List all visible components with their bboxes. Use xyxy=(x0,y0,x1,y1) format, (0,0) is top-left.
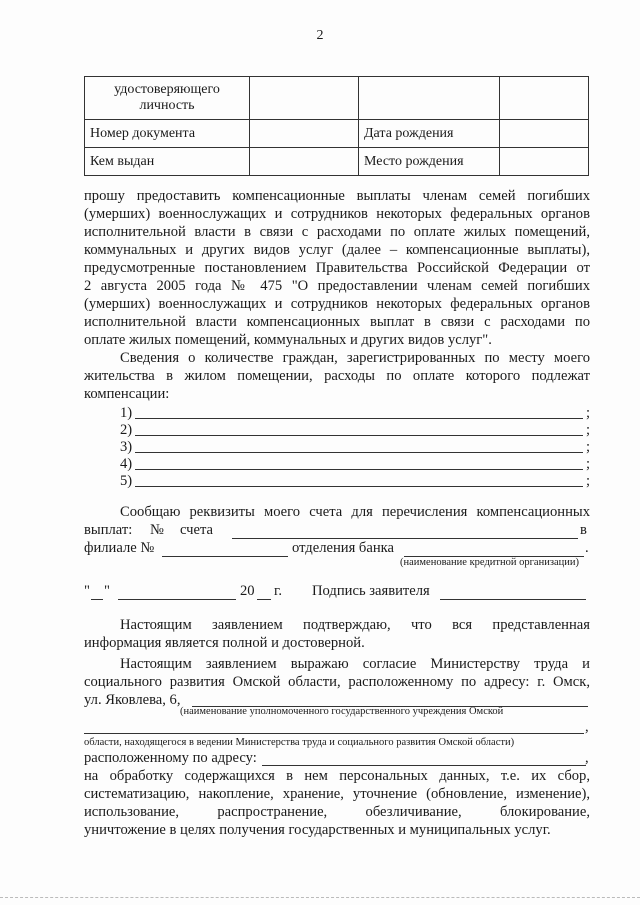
account-no: № xyxy=(150,522,164,538)
comma: , xyxy=(585,750,589,766)
confirm-line: Настоящим заявлением подтверждаю, что вся представленная xyxy=(120,617,590,633)
institution-note-2: области, находящегося в ведении Министерства труда и социального развития Омской области) xyxy=(84,737,515,748)
institution-note: (наименование уполномоченного государственного учреждения Омской xyxy=(180,706,504,717)
day-field[interactable] xyxy=(91,599,103,600)
account-scheta: счета xyxy=(180,522,214,538)
date-quote-open: " xyxy=(84,583,90,599)
row-end: ; xyxy=(585,456,590,472)
row-number: 1) xyxy=(120,405,133,421)
request-line: (умерших) военнослужащих и сотрудников некоторых федеральных органов xyxy=(84,206,590,222)
request-line: оплате жилых помещений, коммунальных и других видов услуг". xyxy=(84,332,492,348)
row-number: 3) xyxy=(120,439,133,455)
request-line: 2 августа 2005 года № 475 "О предоставлении членам семей погибших xyxy=(84,278,590,294)
request-line: исполнительной власти в связи с расходами по оплате жилых помещений, xyxy=(84,224,590,240)
comma: , xyxy=(585,719,589,735)
issued-by-cell xyxy=(250,148,359,176)
birth-place-label: Место рождения xyxy=(359,148,500,176)
id-document-cell xyxy=(250,77,359,120)
resident-row-2[interactable] xyxy=(120,421,590,439)
consent-line: социального развития Омской области, расположенному по адресу: г. Омск, xyxy=(84,674,590,690)
doc-number-label: Номер документа xyxy=(85,120,250,148)
request-line: (умерших) военнослужащих и сотрудников некоторых федеральных органов xyxy=(84,296,590,312)
residents-line: Сведения о количестве граждан, зарегистрированных по месту моего xyxy=(120,350,590,366)
filiale-label: филиале № xyxy=(84,540,155,556)
row-end: ; xyxy=(585,405,590,421)
request-line: прошу предоставить компенсационные выплаты членам семей погибших xyxy=(84,188,590,204)
empty-cell xyxy=(359,77,500,120)
birth-date-cell xyxy=(500,120,589,148)
empty-cell xyxy=(500,77,589,120)
consent-line: ул. Яковлева, 6, xyxy=(84,692,181,708)
account-line: Сообщаю реквизиты моего счета для перечисления компенсационных xyxy=(120,504,590,520)
consent-line: уничтожение в целях получения государственных и муниципальных услуг. xyxy=(84,822,551,838)
row-number: 4) xyxy=(120,456,133,472)
signature-label: Подпись заявителя xyxy=(312,583,430,599)
residents-line: компенсации: xyxy=(84,386,170,402)
residents-line: жительства в жилом помещении, расходы по оплате которого подлежат xyxy=(84,368,590,384)
row-end: ; xyxy=(585,422,590,438)
signature-field[interactable] xyxy=(440,599,586,600)
request-line: коммунальных и других видов услуг (далее – компенсационные выплаты), xyxy=(84,242,590,258)
resident-row-4[interactable] xyxy=(120,455,590,473)
row-end: ; xyxy=(585,473,590,489)
account-vyplat: выплат: xyxy=(84,522,133,538)
request-line: предусмотренные постановлением Правительства Российской Федерации от xyxy=(84,260,590,276)
row-number: 2) xyxy=(120,422,133,438)
identity-table xyxy=(84,76,589,176)
consent-line: использование, распространение, обезличивание, блокирование, xyxy=(84,804,590,820)
request-line: исполнительной власти компенсационных выплат в связи с расходами по xyxy=(84,314,590,330)
date-quote-close: " xyxy=(104,583,110,599)
year-prefix: 20 xyxy=(240,583,255,599)
resident-row-5[interactable] xyxy=(120,472,590,490)
page-number: 2 xyxy=(316,28,324,43)
consent-line: Настоящим заявлением выражаю согласие Министерству труда и xyxy=(120,656,590,672)
doc-number-cell xyxy=(250,120,359,148)
institution-field-2[interactable] xyxy=(84,733,584,734)
consent-line: на обработку содержащихся в нем персональных данных, т.е. их сбор, xyxy=(84,768,590,784)
row-number: 5) xyxy=(120,473,133,489)
issued-by-label: Кем выдан xyxy=(85,148,250,176)
resident-row-1[interactable] xyxy=(120,404,590,422)
row-end: ; xyxy=(585,439,590,455)
bank-dot: . xyxy=(585,540,589,556)
filiale-field[interactable] xyxy=(162,556,288,557)
birth-date-label: Дата рождения xyxy=(359,120,500,148)
page-bottom-divider xyxy=(0,897,640,898)
month-field[interactable] xyxy=(118,599,236,600)
bank-branch-label: отделения банка xyxy=(292,540,394,556)
bank-note: (наименование кредитной организации) xyxy=(400,557,579,568)
id-document-label: удостоверяющего личность xyxy=(85,77,250,120)
account-number-field[interactable] xyxy=(232,538,578,539)
year-suffix: г. xyxy=(274,583,282,599)
address-field[interactable] xyxy=(262,765,586,766)
consent-line: систематизацию, накопление, хранение, уточнение (обновление, изменение), xyxy=(84,786,590,802)
resident-row-3[interactable] xyxy=(120,438,590,456)
account-v: в xyxy=(580,522,587,538)
confirm-line: информация является полной и достоверной. xyxy=(84,635,365,651)
address-label: расположенному по адресу: xyxy=(84,750,257,766)
year-field[interactable] xyxy=(257,599,271,600)
birth-place-cell xyxy=(500,148,589,176)
